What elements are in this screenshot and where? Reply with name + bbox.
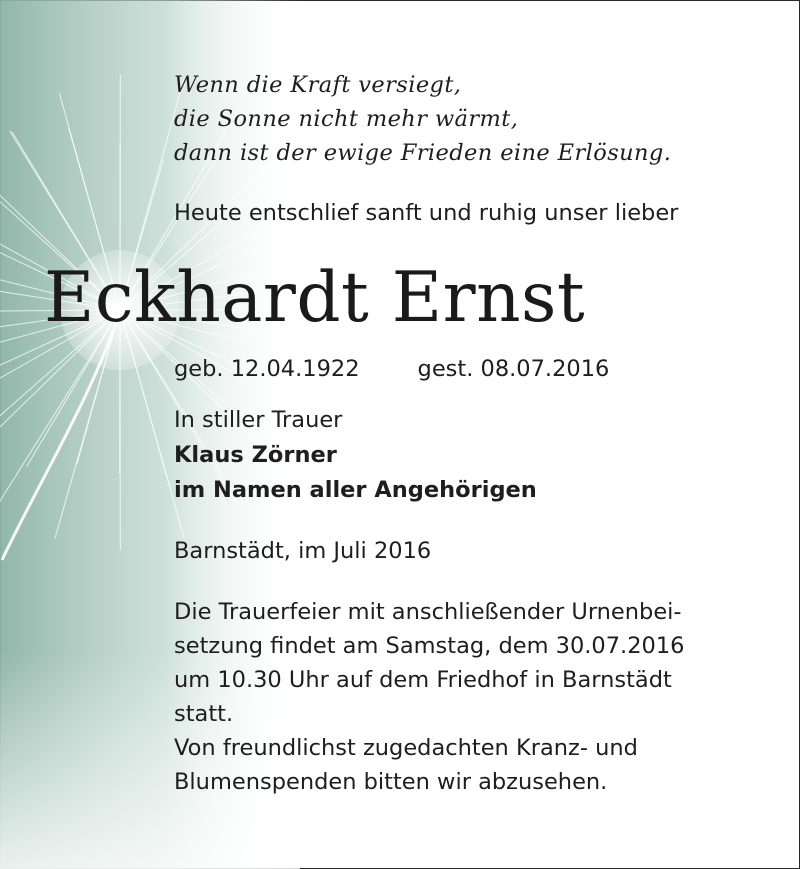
quote-line: die Sonne nicht mehr wärmt,: [174, 106, 519, 132]
funeral-line: setzung findet am Samstag, dem 30.07.2016: [174, 633, 685, 659]
place-date: Barnstädt, im Juli 2016: [174, 538, 432, 564]
intro-text: Heute entschlief sanft und ruhig unser lieber: [174, 200, 679, 226]
mourning-heading: In stiller Trauer: [174, 407, 343, 433]
quote-line: dann ist der ewige Frieden eine Erlösung.: [174, 140, 672, 166]
funeral-line: Von freundlichst zugedachten Kranz- und: [174, 735, 638, 761]
death-date: gest. 08.07.2016: [417, 356, 610, 382]
funeral-line: statt.: [174, 701, 234, 727]
funeral-line: um 10.30 Uhr auf dem Friedhof in Barnstädt: [174, 667, 672, 693]
quote-line: Wenn die Kraft versiegt,: [174, 72, 462, 98]
birth-date: geb. 12.04.1922: [174, 356, 360, 382]
mourner-family: im Namen aller Angehörigen: [174, 477, 537, 503]
life-dates: [174, 352, 609, 386]
funeral-info: [174, 595, 684, 799]
funeral-line: Die Trauerfeier mit anschließender Urnenbei-: [174, 599, 682, 625]
mourner-name: Klaus Zörner: [174, 442, 337, 468]
funeral-line: Blumenspenden bitten wir abzusehen.: [174, 769, 608, 795]
mourners-block: [174, 403, 537, 508]
deceased-name: Eckhardt Ernst: [44, 258, 586, 338]
quote-verse: [174, 68, 671, 170]
